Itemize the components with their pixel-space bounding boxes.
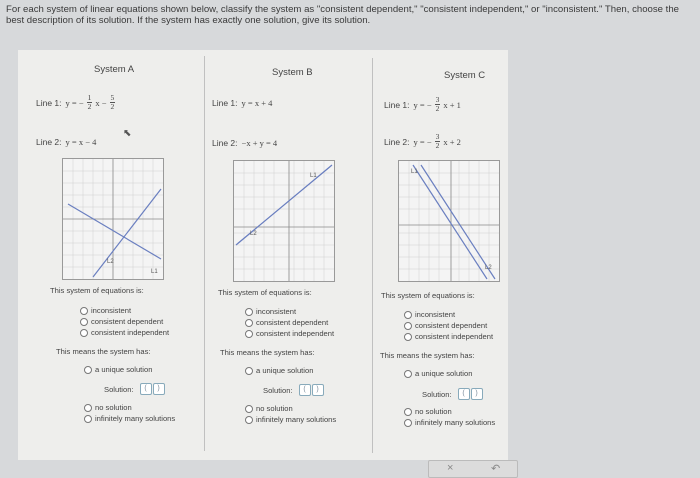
radio-icon — [404, 322, 412, 330]
system-c-solution-x[interactable]: ( — [458, 388, 470, 400]
radio-icon — [245, 308, 253, 316]
system-b-line1: Line 1: y = x + 4 — [212, 98, 273, 108]
radio-icon — [245, 319, 253, 327]
system-b-l2-label: L2 — [250, 231, 257, 237]
system-c-opt-infinite[interactable]: infinitely many solutions — [404, 418, 495, 427]
system-c-graph[interactable] — [398, 160, 500, 282]
system-b-opt-unique[interactable]: a unique solution — [245, 366, 313, 375]
system-b-solution: Solution: ( ) — [263, 384, 324, 396]
system-a-line1: Line 1: y = − $\frac{1}{2}$ x − $\frac{5}{2}$ — [36, 93, 115, 111]
system-b-opt-dependent[interactable]: consistent dependent — [245, 318, 328, 327]
radio-icon — [404, 311, 412, 319]
radio-icon — [80, 307, 88, 315]
radio-icon — [84, 366, 92, 374]
radio-icon — [404, 370, 412, 378]
undo-button[interactable]: ↶ — [491, 463, 501, 475]
system-a-solution-x[interactable]: ( — [140, 383, 152, 395]
system-a-l1-label: L1 — [151, 269, 158, 275]
system-a-opt-inconsistent[interactable]: inconsistent — [80, 306, 131, 315]
system-a-title: System A — [94, 64, 135, 75]
system-c-l1-label: L1 — [411, 169, 418, 175]
system-c-solution: Solution: ( ) — [422, 388, 483, 400]
system-c-is-label: This system of equations is: — [381, 291, 475, 300]
system-c-l2-label: L2 — [485, 265, 492, 271]
radio-icon — [80, 329, 88, 337]
system-c-solution-y[interactable]: ) — [471, 388, 483, 400]
radio-icon — [245, 405, 253, 413]
radio-icon — [84, 404, 92, 412]
system-b-line2: Line 2: −x + y = 4 — [212, 138, 278, 148]
system-a-line2: Line 2: y = x − 4 — [36, 137, 97, 147]
system-b-means-label: This means the system has: — [220, 348, 315, 357]
system-a-graph[interactable] — [62, 158, 164, 280]
radio-icon — [84, 415, 92, 423]
action-bar — [428, 460, 518, 478]
radio-icon — [80, 318, 88, 326]
divider — [372, 58, 373, 453]
system-a-is-label: This system of equations is: — [50, 286, 144, 295]
system-a-l2-label: L2 — [107, 259, 114, 265]
mouse-cursor-icon: ⬉ — [123, 128, 132, 139]
system-a-solution-y[interactable]: ) — [153, 383, 165, 395]
system-a-opt-unique[interactable]: a unique solution — [84, 365, 152, 374]
system-a-opt-none[interactable]: no solution — [84, 403, 132, 412]
radio-icon — [245, 367, 253, 375]
system-b-opt-inconsistent[interactable]: inconsistent — [245, 307, 296, 316]
radio-icon — [245, 330, 253, 338]
system-c-opt-independent[interactable]: consistent independent — [404, 332, 493, 341]
system-c-opt-none[interactable]: no solution — [404, 407, 452, 416]
system-b-solution-y[interactable]: ) — [312, 384, 324, 396]
system-b-opt-independent[interactable]: consistent independent — [245, 329, 334, 338]
radio-icon — [245, 416, 253, 424]
system-b-l1-label: L1 — [310, 173, 317, 179]
system-b-is-label: This system of equations is: — [218, 288, 312, 297]
system-c-title: System C — [444, 70, 486, 81]
system-a-solution: Solution: ( ) — [104, 383, 165, 395]
divider — [204, 56, 205, 451]
clear-button[interactable]: × — [447, 462, 454, 474]
system-b-opt-none[interactable]: no solution — [245, 404, 293, 413]
system-a-means-label: This means the system has: — [56, 347, 151, 356]
radio-icon — [404, 333, 412, 341]
instructions: For each system of linear equations shown below, classify the system as "consistent dependent," "consistent independent," or "inconsistent." Then, choose the best description of its solution. If the system has exactly one solution, give its solution. — [6, 4, 680, 26]
system-b-title: System B — [272, 67, 313, 78]
system-a-opt-independent[interactable]: consistent independent — [80, 328, 169, 337]
system-c-opt-unique[interactable]: a unique solution — [404, 369, 472, 378]
system-c-means-label: This means the system has: — [380, 351, 475, 360]
system-c-line1: Line 1: y = − $\frac{3}{2}$ x + 1 — [384, 95, 461, 113]
system-b-solution-x[interactable]: ( — [299, 384, 311, 396]
radio-icon — [404, 408, 412, 416]
system-a-opt-dependent[interactable]: consistent dependent — [80, 317, 163, 326]
system-c-opt-dependent[interactable]: consistent dependent — [404, 321, 487, 330]
system-c-opt-inconsistent[interactable]: inconsistent — [404, 310, 455, 319]
radio-icon — [404, 419, 412, 427]
system-b-graph[interactable] — [233, 160, 335, 282]
system-b-opt-infinite[interactable]: infinitely many solutions — [245, 415, 336, 424]
system-c-line2: Line 2: y = − $\frac{3}{2}$ x + 2 — [384, 132, 461, 150]
system-a-opt-infinite[interactable]: infinitely many solutions — [84, 414, 175, 423]
